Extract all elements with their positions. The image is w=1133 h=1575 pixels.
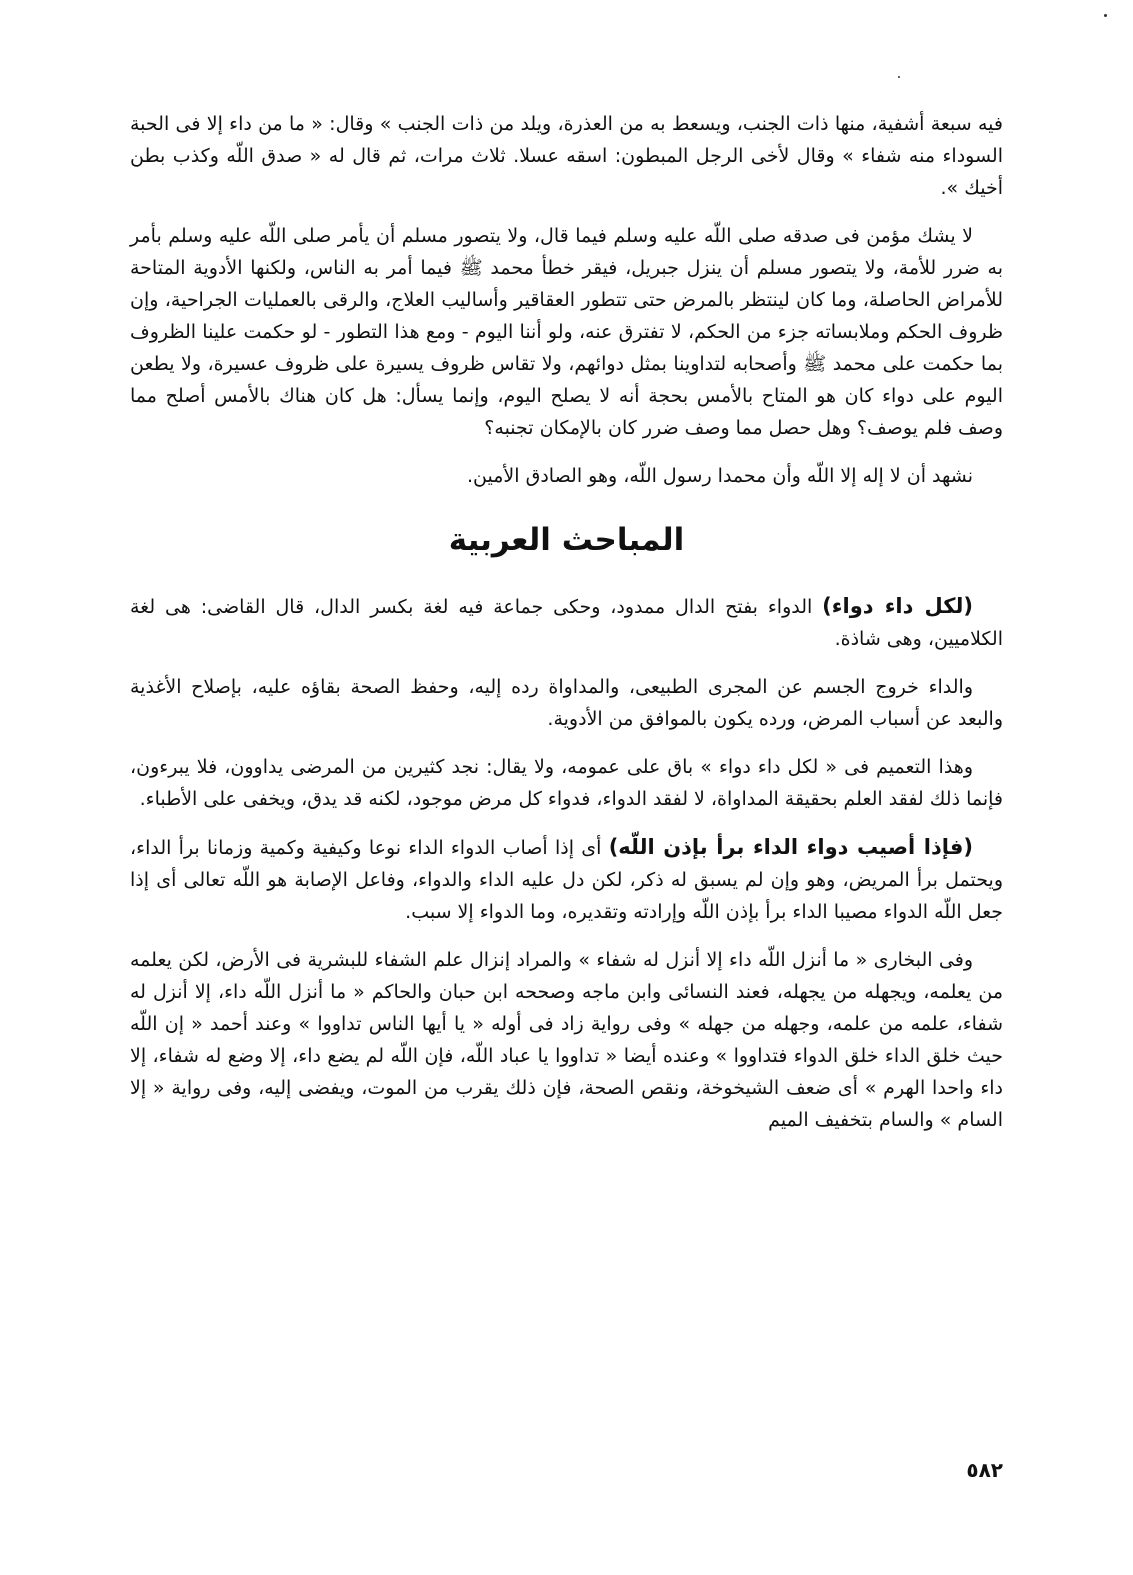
paragraph-text: والداء خروج الجسم عن المجرى الطبيعى، والمداواة رده إليه، وحفظ الصحة بقاؤه عليه، بإصلاح الأغذية والبعد عن أسباب المرض، ورده يكون بالموافق من الأدوية. — [130, 676, 1003, 730]
scan-speck — [1104, 14, 1107, 17]
intro-paragraph-2: لا يشك مؤمن فى صدقه صلى اللّه عليه وسلم فيما قال، ولا يتصور مسلم أن يأمر صلى اللّه عليه وسلم بأمر به ضرر للأمة، ولا يتصور مسلم أن ينزل جبريل، فيقر خطأ محمد ﷺ فيما أمر به الناس، ولكنها الأدوية المتاحة للأمراض الحاصلة، وما كان لينتظر بالمرض حتى تتطور العقاقير وأساليب العلاج، والرقى بالعمليات الجراحية، وإن ظروف الحكم وملابساته جزء من الحكم، لا تفترق عنه، ولو أننا اليوم - ومع هذا التطور - لو حكمت علينا الظروف بما حكمت على محمد ﷺ وأصحابه لتداوينا بمثل دوائهم، ولا تقاس ظروف يسيرة على ظروف عسيرة، ولا يطعن اليوم على دواء كان هو المتاح بالأمس بحجة أنه لا يصلح اليوم، وإنما يسأل: هل كان هناك بالأمس أصلح مما وصف فلم يوصف؟ وهل حصل مما وصف ضرر كان بالإمكان تجنبه؟ — [130, 225, 1003, 439]
section-paragraph-2 — [130, 671, 1003, 735]
section-paragraph-1 — [130, 590, 1003, 655]
lemma-heading: (لكل داء دواء) — [822, 594, 973, 618]
paragraph-text: وفى البخارى « ما أنزل اللّه داء إلا أنزل له شفاء » والمراد إنزال علم الشفاء للبشرية فى الأرض، لكن يعلمه من يعلمه، ويجهله من يجهله، فعند النسائى وابن ماجه وصححه ابن حبان والحاكم « ما أنزل اللّه داء، إلا أنزل له شفاء، علمه من علمه، وجهله من جهله » وفى رواية زاد فى أوله « يا أيها الناس تداووا » وعند أحمد « إن اللّه حيث خلق الداء خلق الدواء فتداووا » وعنده أيضا « تداووا يا عباد اللّه، فإن اللّه لم يضع داء، إلا وضع له شفاء، إلا داء واحدا الهرم » أى ضعف الشيخوخة، ونقص الصحة، فإن ذلك يقرب من الموت، ويفضى إليه، وفى رواية « إلا السام » والسام بتخفيف الميم — [130, 949, 1003, 1131]
intro-paragraph-1: فيه سبعة أشفية، منها ذات الجنب، ويسعط به من العذرة، ويلد من ذات الجنب » وقال: « ما من داء إلا فى الحبة السوداء منه شفاء » وقال لأخى الرجل المبطون: اسقه عسلا. ثلاث مرات، ثم قال له « صدق اللّه وكذب بطن أخيك ». — [130, 113, 1003, 199]
page-number: ٥٨٢ — [966, 1458, 1003, 1482]
scan-speck — [898, 76, 900, 78]
intro-paragraph-3: نشهد أن لا إله إلا اللّه وأن محمدا رسول اللّه، وهو الصادق الأمين. — [467, 465, 973, 487]
section-paragraph-5 — [130, 944, 1003, 1136]
paragraph-text: الدواء بفتح الدال ممدود، وحكى جماعة فيه لغة بكسر الدال، قال القاضى: هى لغة الكلاميين، وهى شاذة. — [130, 596, 1003, 650]
section-paragraph-3 — [130, 751, 1003, 815]
section-paragraph-4 — [130, 831, 1003, 928]
paragraph-text: وهذا التعميم فى « لكل داء دواء » باق على عمومه، ولا يقال: نجد كثيرين من المرضى يداوون، فلا يبرءون، فإنما ذلك لفقد العلم بحقيقة المداواة، لا لفقد الدواء، فدواء كل مرض موجود، لكنه قد يدق، ويخفى على الأطباء. — [130, 756, 1003, 810]
page-body — [130, 108, 1003, 1152]
paragraph-text: أى إذا أصاب الدواء الداء نوعا وكيفية وكمية وزمانا برأ الداء، ويحتمل برأ المريض، وهو وإن لم يسبق له ذكر، لكن دل عليه الداء والدواء، وفاعل الإصابة هو اللّه تعالى أى إذا جعل اللّه الدواء مصيبا الداء برأ بإذن اللّه وإرادته وتقديره، وما الدواء إلا سبب. — [130, 837, 1003, 923]
lemma-heading: (فإذا أصيب دواء الداء برأ بإذن اللّه) — [608, 835, 974, 859]
section-title: المباحث العربية — [448, 522, 685, 558]
